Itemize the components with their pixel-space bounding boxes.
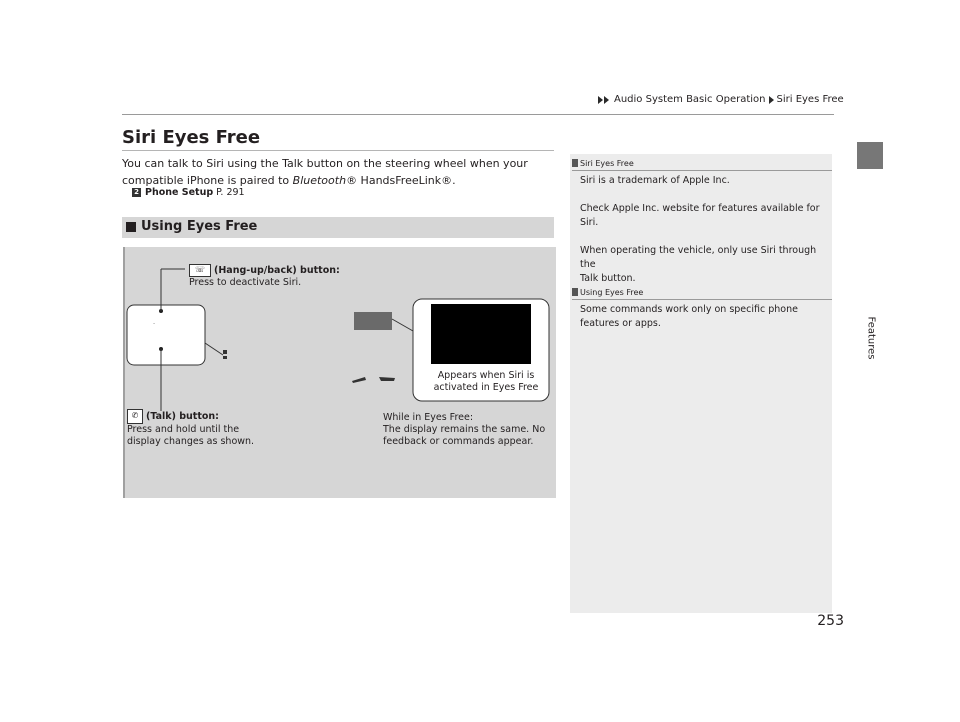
- note-heading: Using Eyes Free: [572, 288, 643, 297]
- hang-up-icon: ☏: [189, 264, 211, 277]
- screen-caption: Appears when Siri is activated in Eyes Free: [433, 370, 539, 393]
- triangle-icon: [604, 96, 609, 104]
- talk-label: ✆ (Talk) button: Press and hold until the display changes as shown.: [127, 411, 255, 447]
- note-rule: [572, 170, 832, 171]
- note-heading: Siri Eyes Free: [572, 159, 634, 168]
- reference-page: P. 291: [213, 187, 245, 198]
- note-icon: [572, 159, 578, 167]
- title-rule: [122, 150, 554, 151]
- steering-switch-panel: [127, 305, 205, 365]
- triangle-icon: [769, 96, 774, 104]
- section-header: Using Eyes Free: [122, 217, 554, 238]
- talk-icon: ✆: [127, 409, 143, 424]
- reference-label: Phone Setup: [145, 187, 214, 198]
- side-tab-label: Features: [865, 316, 877, 360]
- breadcrumb: [598, 94, 844, 105]
- cross-reference[interactable]: [132, 187, 245, 198]
- triangle-icon: [598, 96, 603, 104]
- figure-illustration: [123, 247, 556, 498]
- while-eyes-free-label: While in Eyes Free: The display remains the same. No feedback or commands appear.: [383, 412, 546, 447]
- note-rule: [572, 299, 832, 300]
- svg-text:-: -: [153, 320, 156, 327]
- display-block: [354, 312, 392, 330]
- note-icon: [572, 288, 578, 296]
- note-text: Siri is a trademark of Apple Inc. Check Apple Inc. website for features available for Siri. When operating the vehicle, only use Siri through the Talk button.: [580, 175, 820, 284]
- square-bullet-icon: [126, 222, 136, 232]
- reference-arrow-icon: 2: [132, 188, 141, 197]
- note-text: Some commands work only on specific phone features or apps.: [580, 304, 798, 329]
- header-rule: [122, 114, 834, 115]
- intro-text: You can talk to Siri using the Talk button on the steering wheel when your compatible iPhone is paired to Bluetooth® HandsFreeLink®.: [122, 157, 528, 187]
- page-title: Siri Eyes Free: [122, 127, 261, 148]
- siri-screen: [431, 304, 531, 364]
- breadcrumb-part2[interactable]: Siri Eyes Free: [776, 94, 844, 105]
- page-number: 253: [817, 613, 844, 629]
- hangup-label: ☏ (Hang-up/back) button: Press to deactivate Siri.: [189, 265, 340, 288]
- breadcrumb-part1[interactable]: Audio System Basic Operation: [614, 94, 766, 105]
